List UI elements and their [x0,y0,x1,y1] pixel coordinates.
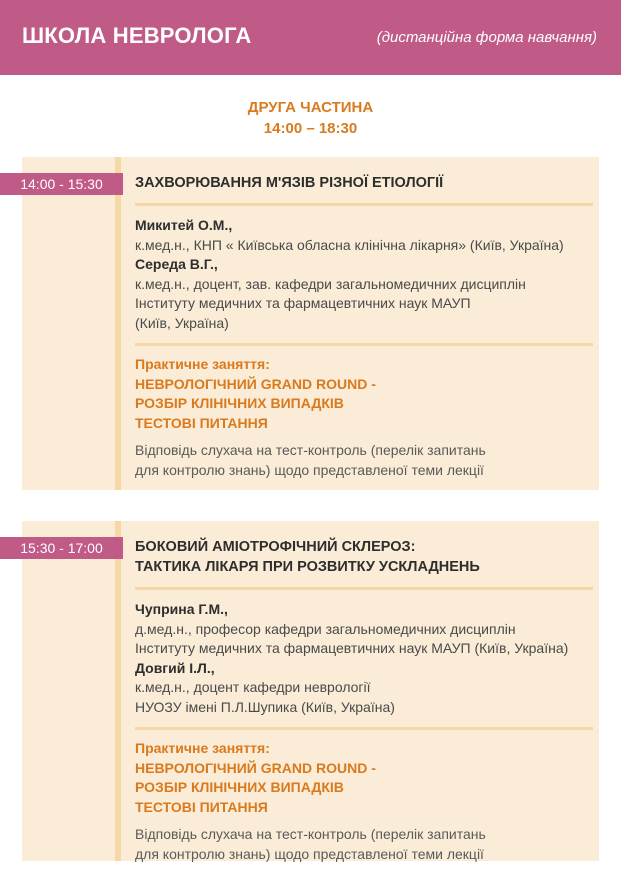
speaker-credentials: к.мед.н., КНП « Київська обласна клінічна лікарня» (Київ, Україна) [135,236,564,253]
practical-line: РОЗБІР КЛІНІЧНИХ ВИПАДКІВ [135,779,344,795]
practical-section [135,346,593,433]
session-content [135,157,593,480]
speakers [135,206,593,333]
session-content [135,521,593,864]
practical-line: НЕВРОЛОГІЧНИЙ GRAND ROUND - [135,759,376,776]
topic-line: ТАКТИКА ЛІКАРЯ ПРИ РОЗВИТКУ УСКЛАДНЕНЬ [135,559,480,575]
speakers [135,590,593,717]
session-topic [135,157,593,193]
session-topic [135,521,593,577]
session-block [22,157,599,490]
speaker-credentials: к.мед.н., доцент, зав. кафедри загальномедичних дисциплін [135,275,526,292]
test-description [135,817,593,864]
speaker-credentials: д.мед.н., професор кафедри загальномедичних дисциплін [135,620,516,637]
speaker-credentials: НУОЗУ імені П.Л.Шупика (Київ, Україна) [135,698,395,715]
session-accent-bar [115,521,121,861]
test-description [135,433,593,480]
speaker-name: Чуприна Г.М., [135,601,228,617]
session-block [22,521,599,861]
speaker-name: Довгий І.Л., [135,659,215,676]
session-time-badge: 14:00 - 15:30 [0,173,123,195]
speaker-credentials: к.мед.н., доцент кафедри неврології [135,679,371,695]
format-subtitle: (дистанційна форма навчання) [376,29,597,46]
test-line: для контролю знань) щодо представленої теми лекції [135,461,484,478]
school-title: ШКОЛА НЕВРОЛОГА [22,23,252,48]
test-line: Відповідь слухача на тест-контроль (перелік запитань [135,442,486,458]
topic-line: ЗАХВОРЮВАННЯ М'ЯЗІВ РІЗНОЇ ЕТІОЛОГІЇ [135,175,444,191]
part-title: ДРУГА ЧАСТИНА [247,99,374,116]
practical-line: НЕВРОЛОГІЧНИЙ GRAND ROUND - [135,375,376,392]
session-time-badge: 15:30 - 17:00 [0,537,123,559]
practical-label: Практичне заняття: [135,740,270,756]
speaker-name: Микитей О.М., [135,217,233,233]
practical-line: ТЕСТОВІ ПИТАННЯ [135,798,268,815]
session-accent-bar [115,157,121,490]
part-time: 14:00 – 18:30 [263,120,358,137]
practical-label: Практичне заняття: [135,356,270,372]
test-line: Відповідь слухача на тест-контроль (перелік запитань [135,826,486,842]
test-line: для контролю знань) щодо представленої теми лекції [135,845,484,862]
speaker-credentials: Інституту медичних та фармацевтичних наук МАУП [135,295,471,311]
part-heading [0,97,621,139]
speaker-credentials: Інституту медичних та фармацевтичних наук МАУП (Київ, Україна) [135,640,569,656]
practical-section [135,730,593,817]
header-banner [0,0,621,75]
speaker-name: Середа В.Г., [135,256,218,272]
topic-line: БОКОВИЙ АМІОТРОФІЧНИЙ СКЛЕРОЗ: [135,539,416,555]
speaker-credentials: (Київ, Україна) [135,314,229,331]
practical-line: РОЗБІР КЛІНІЧНИХ ВИПАДКІВ [135,395,344,411]
practical-line: ТЕСТОВІ ПИТАННЯ [135,414,268,431]
